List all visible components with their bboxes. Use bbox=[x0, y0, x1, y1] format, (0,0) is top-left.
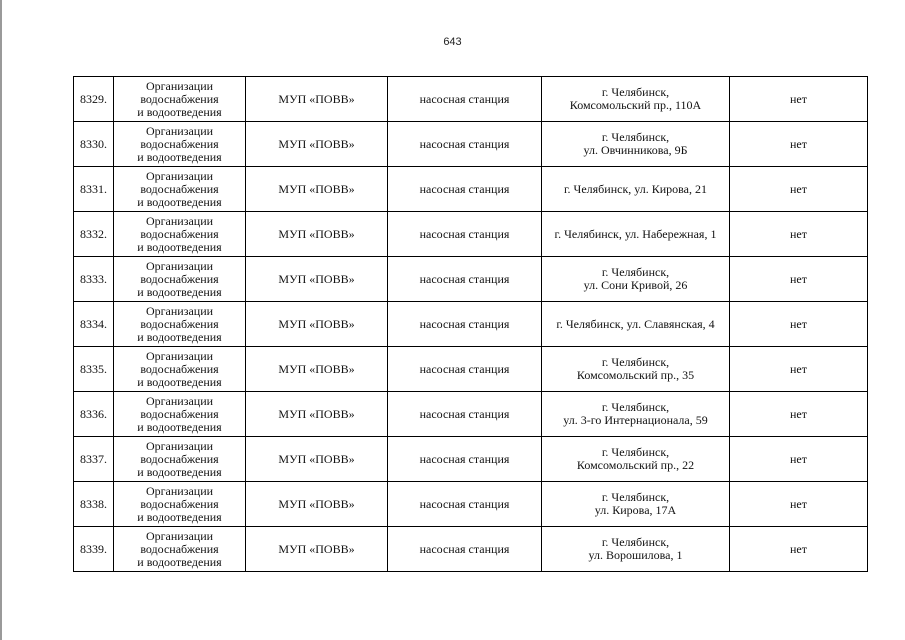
row-number-cell: 8332. bbox=[74, 212, 114, 257]
organization-type-line: Организации bbox=[145, 483, 214, 498]
address-line: г. Челябинск, ул. Кирова, 21 bbox=[563, 181, 708, 196]
note-cell: нет bbox=[730, 257, 868, 302]
address-line: г. Челябинск, bbox=[601, 130, 670, 144]
organization-type-line: и водоотведения bbox=[137, 239, 222, 254]
organization-type-line: водоснабжения bbox=[140, 181, 219, 196]
registry-table bbox=[73, 76, 868, 572]
object-type-cell: насосная станция bbox=[388, 257, 542, 302]
row-number-cell: 8336. bbox=[74, 392, 114, 437]
organization-type-line: и водоотведения bbox=[137, 329, 222, 344]
table-row bbox=[74, 347, 868, 392]
table-row bbox=[74, 122, 868, 167]
object-type-cell: насосная станция bbox=[388, 212, 542, 257]
table-row bbox=[74, 527, 868, 572]
organization-type-cell bbox=[114, 257, 246, 302]
row-number-cell: 8334. bbox=[74, 302, 114, 347]
note-cell: нет bbox=[730, 77, 868, 122]
address-line: ул. Сони Кривой, 26 bbox=[583, 278, 688, 292]
organization-type-cell bbox=[114, 347, 246, 392]
address-line: Комсомольский пр., 110А bbox=[569, 98, 702, 112]
address-line: ул. Кирова, 17А bbox=[594, 503, 677, 517]
table-row bbox=[74, 302, 868, 347]
note-cell: нет bbox=[730, 302, 868, 347]
object-type-cell: насосная станция bbox=[388, 392, 542, 437]
row-number-cell: 8339. bbox=[74, 527, 114, 572]
organization-name-cell: МУП «ПОВВ» bbox=[246, 437, 388, 482]
address-cell bbox=[542, 392, 730, 437]
organization-type-line: Организации bbox=[145, 123, 214, 138]
address-cell bbox=[542, 167, 730, 212]
table-row bbox=[74, 392, 868, 437]
organization-type-cell bbox=[114, 122, 246, 167]
page-number: 643 bbox=[443, 36, 462, 48]
object-type-cell: насосная станция bbox=[388, 122, 542, 167]
address-cell bbox=[542, 437, 730, 482]
organization-type-line: и водоотведения bbox=[137, 284, 222, 299]
organization-type-line: Организации bbox=[145, 213, 214, 228]
organization-type-line: Организации bbox=[145, 393, 214, 408]
organization-type-line: и водоотведения bbox=[137, 464, 222, 479]
table-row bbox=[74, 482, 868, 527]
address-cell bbox=[542, 302, 730, 347]
organization-type-line: Организации bbox=[145, 78, 214, 93]
organization-type-cell bbox=[114, 437, 246, 482]
scan-edge-shadow bbox=[0, 0, 2, 640]
row-number-cell: 8329. bbox=[74, 77, 114, 122]
note-cell: нет bbox=[730, 392, 868, 437]
organization-name-cell: МУП «ПОВВ» bbox=[246, 122, 388, 167]
organization-type-cell bbox=[114, 302, 246, 347]
object-type-cell: насосная станция bbox=[388, 437, 542, 482]
organization-type-line: водоснабжения bbox=[140, 226, 219, 241]
organization-type-line: водоснабжения bbox=[140, 451, 219, 466]
address-line: г. Челябинск, bbox=[601, 355, 670, 369]
address-line: ул. Ворошилова, 1 bbox=[588, 548, 683, 562]
organization-type-line: водоснабжения bbox=[140, 406, 219, 421]
table-row bbox=[74, 257, 868, 302]
address-line: Комсомольский пр., 35 bbox=[576, 368, 695, 382]
organization-name-cell: МУП «ПОВВ» bbox=[246, 77, 388, 122]
table-row bbox=[74, 167, 868, 212]
address-cell bbox=[542, 77, 730, 122]
object-type-cell: насосная станция bbox=[388, 77, 542, 122]
organization-type-line: и водоотведения bbox=[137, 374, 222, 389]
object-type-cell: насосная станция bbox=[388, 167, 542, 212]
address-cell bbox=[542, 122, 730, 167]
organization-name-cell: МУП «ПОВВ» bbox=[246, 167, 388, 212]
address-cell bbox=[542, 347, 730, 392]
address-line: г. Челябинск, bbox=[601, 445, 670, 459]
organization-type-line: и водоотведения bbox=[137, 419, 222, 434]
organization-type-cell bbox=[114, 482, 246, 527]
address-line: г. Челябинск, ул. Славянская, 4 bbox=[556, 316, 715, 331]
row-number-cell: 8331. bbox=[74, 167, 114, 212]
organization-type-line: Организации bbox=[145, 348, 214, 363]
organization-name-cell: МУП «ПОВВ» bbox=[246, 482, 388, 527]
table-row bbox=[74, 437, 868, 482]
organization-type-line: и водоотведения bbox=[137, 554, 222, 569]
address-line: г. Челябинск, bbox=[601, 490, 670, 504]
organization-type-line: водоснабжения bbox=[140, 496, 219, 511]
address-line: Комсомольский пр., 22 bbox=[576, 458, 695, 472]
organization-type-line: Организации bbox=[145, 168, 214, 183]
address-line: ул. Овчинникова, 9Б bbox=[583, 143, 688, 157]
organization-name-cell: МУП «ПОВВ» bbox=[246, 257, 388, 302]
address-line: ул. 3-го Интернационала, 59 bbox=[563, 413, 708, 427]
object-type-cell: насосная станция bbox=[388, 527, 542, 572]
note-cell: нет bbox=[730, 122, 868, 167]
note-cell: нет bbox=[730, 212, 868, 257]
table-row bbox=[74, 212, 868, 257]
note-cell: нет bbox=[730, 527, 868, 572]
address-cell bbox=[542, 482, 730, 527]
organization-type-cell bbox=[114, 392, 246, 437]
organization-type-cell bbox=[114, 77, 246, 122]
organization-name-cell: МУП «ПОВВ» bbox=[246, 392, 388, 437]
organization-type-line: и водоотведения bbox=[137, 104, 222, 119]
address-cell bbox=[542, 257, 730, 302]
row-number-cell: 8335. bbox=[74, 347, 114, 392]
address-cell bbox=[542, 527, 730, 572]
row-number-cell: 8337. bbox=[74, 437, 114, 482]
organization-type-cell bbox=[114, 212, 246, 257]
note-cell: нет bbox=[730, 482, 868, 527]
organization-type-line: водоснабжения bbox=[140, 91, 219, 106]
object-type-cell: насосная станция bbox=[388, 347, 542, 392]
organization-type-line: и водоотведения bbox=[137, 194, 222, 209]
organization-type-line: водоснабжения bbox=[140, 541, 219, 556]
organization-type-line: водоснабжения bbox=[140, 271, 219, 286]
object-type-cell: насосная станция bbox=[388, 302, 542, 347]
object-type-cell: насосная станция bbox=[388, 482, 542, 527]
row-number-cell: 8333. bbox=[74, 257, 114, 302]
organization-name-cell: МУП «ПОВВ» bbox=[246, 347, 388, 392]
address-line: г. Челябинск, ул. Набережная, 1 bbox=[554, 226, 717, 241]
organization-name-cell: МУП «ПОВВ» bbox=[246, 212, 388, 257]
organization-type-cell bbox=[114, 527, 246, 572]
organization-type-cell bbox=[114, 167, 246, 212]
organization-type-line: Организации bbox=[145, 528, 214, 543]
address-line: г. Челябинск, bbox=[601, 400, 670, 414]
row-number-cell: 8338. bbox=[74, 482, 114, 527]
organization-name-cell: МУП «ПОВВ» bbox=[246, 302, 388, 347]
organization-type-line: водоснабжения bbox=[140, 316, 219, 331]
organization-type-line: водоснабжения bbox=[140, 361, 219, 376]
organization-name-cell: МУП «ПОВВ» bbox=[246, 527, 388, 572]
organization-type-line: Организации bbox=[145, 303, 214, 318]
table-row bbox=[74, 77, 868, 122]
note-cell: нет bbox=[730, 437, 868, 482]
organization-type-line: Организации bbox=[145, 258, 214, 273]
address-cell bbox=[542, 212, 730, 257]
organization-type-line: и водоотведения bbox=[137, 509, 222, 524]
note-cell: нет bbox=[730, 347, 868, 392]
address-line: г. Челябинск, bbox=[601, 85, 670, 99]
address-line: г. Челябинск, bbox=[601, 265, 670, 279]
organization-type-line: водоснабжения bbox=[140, 136, 219, 151]
organization-type-line: и водоотведения bbox=[137, 149, 222, 164]
row-number-cell: 8330. bbox=[74, 122, 114, 167]
note-cell: нет bbox=[730, 167, 868, 212]
registry-table-body bbox=[74, 77, 868, 572]
address-line: г. Челябинск, bbox=[601, 535, 670, 549]
organization-type-line: Организации bbox=[145, 438, 214, 453]
